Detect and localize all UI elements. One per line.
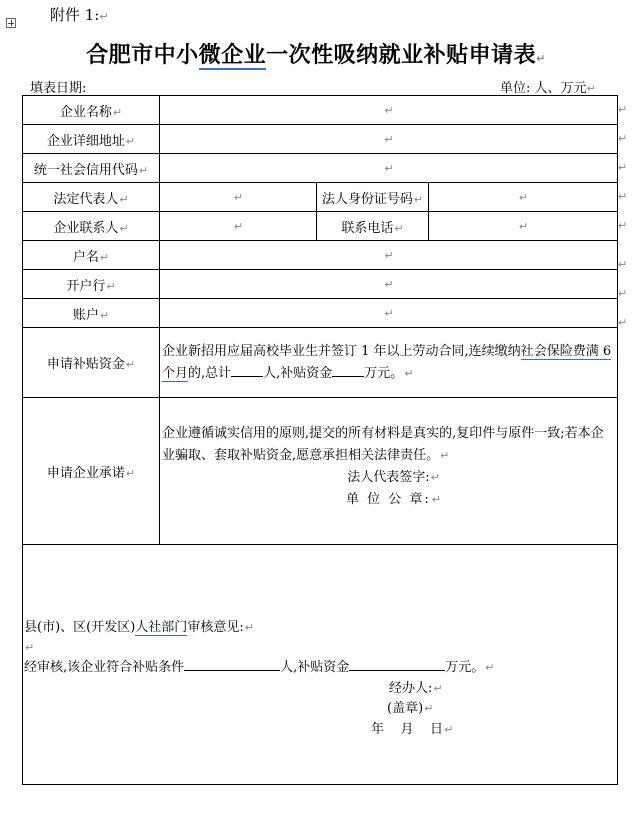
phone-field[interactable]: ↵ [429,212,618,241]
fill-date-label: 填表日期: [30,81,87,96]
row-end-mark: ↵ [618,258,628,271]
company-address-label: 企业详细地址↵ [23,125,160,154]
table-move-handle-icon[interactable] [6,18,16,28]
phone-label: 联系电话↵ [317,212,429,241]
unit-label: 单位: 人、万元↵ [500,81,596,96]
row-end-mark: ↵ [618,161,628,174]
application-form-table [22,95,618,785]
row-end-mark: ↵ [618,287,628,300]
paragraph-return-icon: ↵ [536,52,546,65]
reviewer-line: 经办人:↵ [389,681,443,696]
page-title: 合肥市中小微企业一次性吸纳就业补贴申请表↵ [86,43,546,68]
pledge-seal-line: 单 位 公 章:↵ [346,492,443,507]
review-result-line: 经审核,该企业符合补贴条件 人,补贴资金 万元。↵ [24,660,495,675]
bank-label: 开户行↵ [23,270,160,299]
stamp-line: (盖章)↵ [387,701,434,716]
contact-field[interactable]: ↵ [160,212,317,241]
account-field[interactable]: ↵ [160,299,618,328]
row-end-mark: ↵ [618,103,628,116]
row-end-mark: ↵ [618,316,628,329]
date-line: 年 月 日↵ [371,722,454,737]
paragraph-return-icon: ↵ [99,10,109,23]
company-address-field[interactable]: ↵ [160,125,618,154]
pledge-sign-line: 法人代表签字:↵ [347,470,440,485]
review-section[interactable]: 县(市)、区(开发区)人社部门审核意见:↵ ↵ 经审核,该企业符合补贴条件 人,补贴资金 万元。↵ 经办人:↵ (盖章)↵ 年 月 日↵ [23,545,618,785]
legal-id-field[interactable]: ↵ [429,183,618,212]
subsidy-amount-blank[interactable] [332,364,364,377]
legal-id-label: 法人身份证号码↵ [317,183,429,212]
paragraph-return-icon: ↵ [586,82,596,95]
pledge-label: 申请企业承诺↵ [23,398,160,545]
subsidy-description[interactable]: 企业新招用应届高校毕业生并签订 1 年以上劳动合同,连续缴纳社会保险费满 6 个月的,总计 人,补贴资金 万元。↵ [160,328,618,398]
company-name-field[interactable]: ↵ [160,96,618,125]
approved-amount-blank[interactable] [349,658,445,671]
approved-count-blank[interactable] [184,658,280,671]
legal-rep-label: 法定代表人↵ [23,183,160,212]
row-end-mark: ↵ [618,190,628,203]
contact-label: 企业联系人↵ [23,212,160,241]
review-opinion-line: 县(市)、区(开发区)人社部门审核意见:↵ [24,620,254,635]
credit-code-field[interactable]: ↵ [160,154,618,183]
account-label: 账户↵ [23,299,160,328]
employee-count-blank[interactable] [231,364,263,377]
bank-field[interactable]: ↵ [160,270,618,299]
account-name-label: 户名↵ [23,241,160,270]
credit-code-label: 统一社会信用代码↵ [23,154,160,183]
pledge-content[interactable]: 企业遵循诚实信用的原则,提交的所有材料是真实的,复印件与原件一致;若本企业骗取、套取补贴资金,愿意承担相关法律责任。↵ 法人代表签字:↵ 单 位 公 章:↵ [160,398,618,545]
row-end-mark: ↵ [618,132,628,145]
subsidy-label: 申请补贴资金↵ [23,328,160,398]
attachment-label: 附件 1:↵ [50,6,109,24]
account-name-field[interactable]: ↵ [160,241,618,270]
row-end-mark: ↵ [618,219,628,232]
legal-rep-field[interactable]: ↵ [160,183,317,212]
company-name-label: 企业名称↵ [23,96,160,125]
